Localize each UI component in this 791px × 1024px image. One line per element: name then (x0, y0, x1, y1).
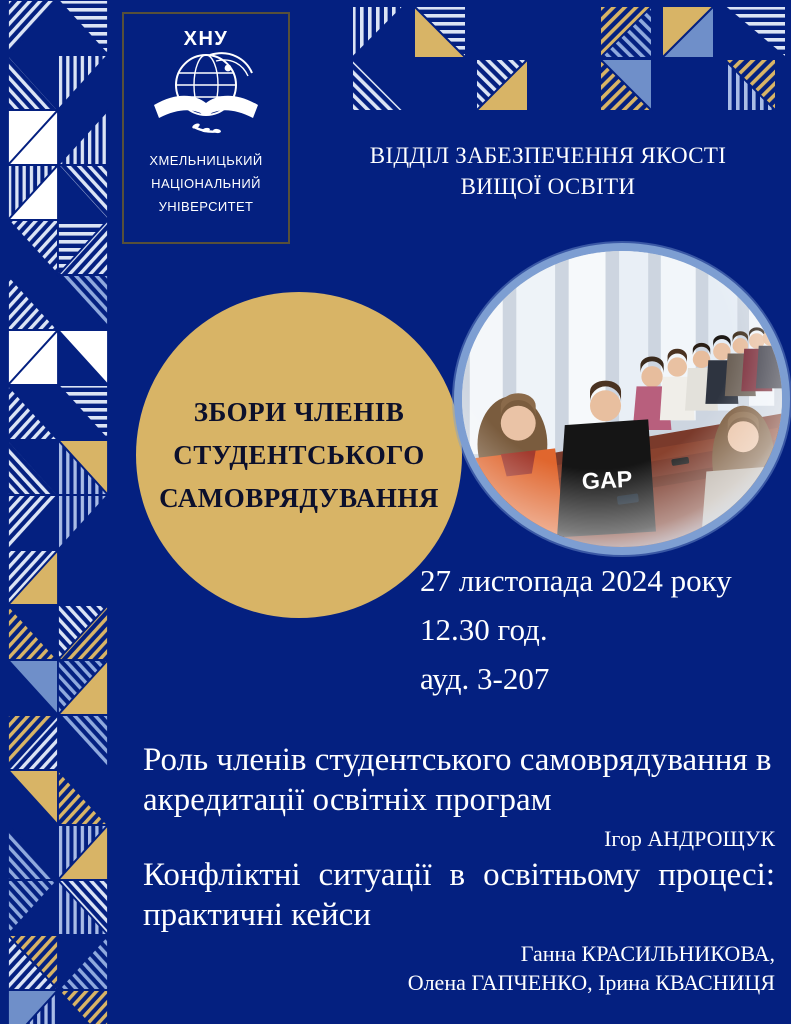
university-name-line: НАЦІОНАЛЬНИЙ (151, 176, 261, 191)
event-title-line: СТУДЕНТСЬКОГО (173, 439, 425, 470)
university-name (149, 149, 262, 218)
agenda-topic-2-line2: практичні кейси (143, 897, 371, 933)
university-abbr: ХНУ (183, 28, 229, 50)
top-triangle-pattern (352, 6, 788, 112)
event-when-block (420, 556, 732, 703)
event-room: ауд. 3-207 (420, 661, 550, 696)
university-logo-box (122, 12, 290, 244)
department-title-line: ВІДДІЛ ЗАБЕЗПЕЧЕННЯ ЯКОСТІ (369, 143, 727, 168)
department-title (350, 140, 746, 202)
event-time: 12.30 год. (420, 612, 548, 647)
agenda-speaker-1: Ігор АНДРОЩУК (604, 826, 775, 851)
globe-book-emblem-icon (144, 43, 268, 147)
event-title-line: ЗБОРИ ЧЛЕНІВ (193, 396, 405, 427)
agenda-block (143, 740, 775, 999)
event-title-line: САМОВРЯДУВАННЯ (159, 482, 439, 513)
department-title-line: ВИЩОЇ ОСВІТИ (460, 174, 636, 199)
event-title-circle (136, 292, 462, 618)
event-date: 27 листопада 2024 року (420, 563, 732, 598)
agenda-speakers-2-line1: Ганна КРАСИЛЬНИКОВА, (520, 941, 775, 966)
university-name-line: ХМЕЛЬНИЦЬКИЙ (149, 153, 263, 168)
students-photo-scene (462, 251, 782, 547)
agenda-speakers-2 (143, 939, 775, 997)
students-photo (454, 243, 790, 555)
agenda-topic-1: Роль членів студентського самоврядування в акредитації освітніх програм (143, 742, 772, 818)
agenda-topic-2-line1: Конфліктні ситуації в освітньому процесі: (143, 857, 775, 893)
university-name-line: УНІВЕРСИТЕТ (158, 199, 254, 214)
left-triangle-pattern (8, 0, 108, 1024)
agenda-speakers-2-line2: Олена ГАПЧЕНКО, Ірина КВАСНИЦЯ (407, 970, 775, 995)
